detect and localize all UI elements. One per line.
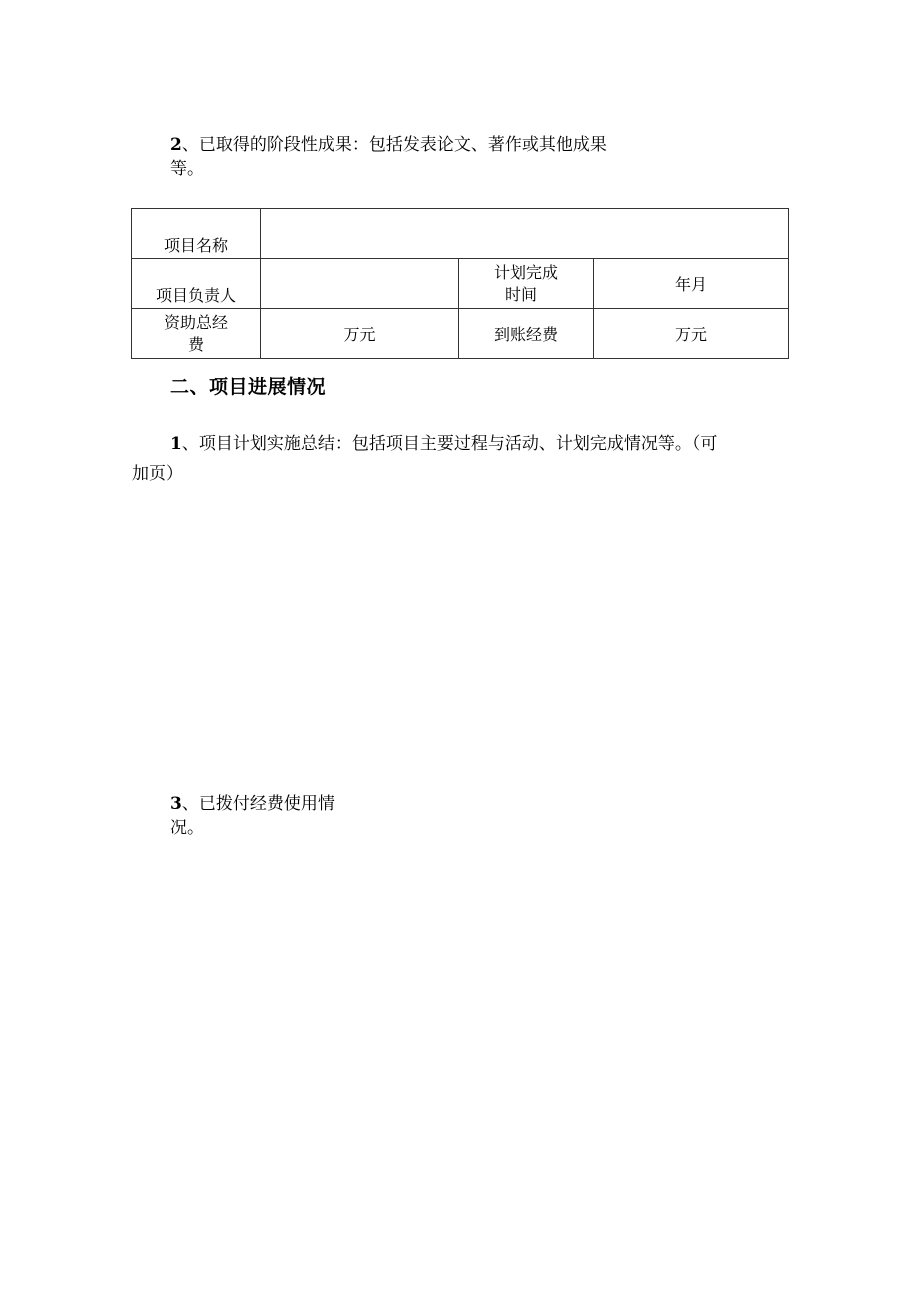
achievements-text-line2: 等。 [170,159,204,179]
table-row-project-name [132,209,789,259]
summary-number: 1 [170,434,182,454]
table-row-funding [132,309,789,359]
project-name-value-cell[interactable] [261,209,789,259]
planned-time-label-line2: 时间 [505,284,538,304]
total-funding-label-line2: 费 [187,334,204,354]
funds-usage-number: 3 [170,794,182,814]
leader-value-cell[interactable] [261,259,459,309]
total-funding-label-line1: 资助总经 [163,312,228,332]
summary-paragraph [132,432,782,486]
funds-usage-paragraph [170,792,370,840]
received-funding-value-cell[interactable] [594,309,789,359]
received-funding-label-cell [459,309,594,359]
received-funding-label: 到账经费 [493,325,558,344]
project-name-label: 项目名称 [163,236,228,255]
achievements-paragraph [170,133,650,181]
total-funding-value-cell[interactable] [261,309,459,359]
planned-time-label-cell [459,259,594,309]
funds-usage-text-line1: 、已拨付经费使用情 [181,794,335,814]
total-funding-unit: 万元 [343,325,376,344]
planned-time-value-cell[interactable] [594,259,789,309]
leader-label: 项目负责人 [155,286,236,305]
project-name-label-cell [132,209,261,259]
total-funding-label-cell [132,309,261,359]
summary-text-line2: 加页） [132,464,183,484]
leader-label-cell [132,259,261,309]
table-row-leader [132,259,789,309]
received-funding-unit: 万元 [675,325,708,344]
planned-time-value: 年月 [675,275,708,294]
summary-text-line1: 、项目计划实施总结：包括项目主要过程与活动、计划完成情况等。（可 [181,434,718,454]
section2-heading: 二、项目进展情况 [170,376,327,398]
funds-usage-text-line2: 况。 [170,818,204,838]
achievements-text-line1: 、已取得的阶段性成果：包括发表论文、著作或其他成果 [181,135,607,155]
project-info-table [131,208,789,359]
planned-time-label-line1: 计划完成 [493,262,558,282]
achievements-number: 2 [170,135,182,155]
